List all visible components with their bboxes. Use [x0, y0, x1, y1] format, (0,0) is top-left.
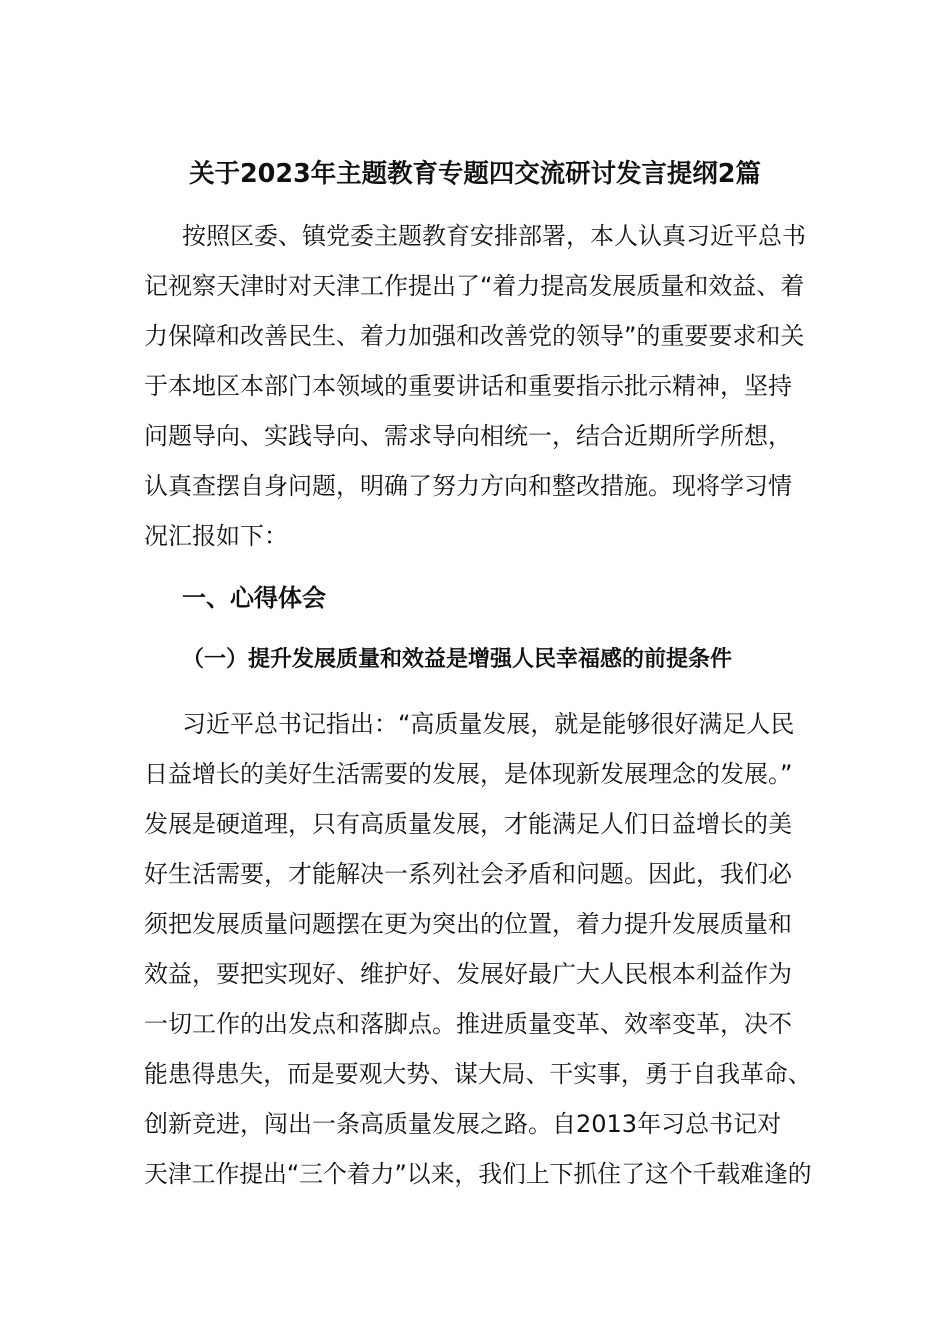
paragraph-line: 习近平总书记指出：“高质量发展，就是能够很好满足人民 [182, 710, 795, 738]
paragraph-line: 效益，要把实现好、维护好、发展好最广大人民根本利益作为 [144, 960, 792, 988]
subsection-heading: （一）提升发展质量和效益是增强人民幸福感的前提条件 [182, 647, 733, 672]
paragraph-line: 记视察天津时对天津工作提出了“着力提高发展质量和效益、着 [144, 272, 805, 300]
paragraph-line: 好生活需要，才能解决一系列社会矛盾和问题。因此，我们必 [144, 860, 792, 888]
paragraph-line: 天津工作提出“三个着力”以来，我们上下抓住了这个千载难逢的 [144, 1160, 812, 1188]
paragraph-line: 须把发展质量问题摆在更为突出的位置，着力提升发展质量和 [144, 910, 792, 938]
paragraph-line: 一切工作的出发点和落脚点。推进质量变革、效率变革，决不 [144, 1010, 792, 1038]
document-title: 关于2023年主题教育专题四交流研讨发言提纲2篇 [189, 159, 761, 189]
paragraph-line: 能患得患失，而是要观大势、谋大局、干实事，勇于自我革命、 [144, 1060, 812, 1088]
paragraph-line: 力保障和改善民生、着力加强和改善党的领导”的重要要求和关 [144, 322, 805, 350]
paragraph-line: 创新竞进，闯出一条高质量发展之路。自2013年习总书记对 [144, 1110, 782, 1138]
paragraph-line: 日益增长的美好生活需要的发展，是体现新发展理念的发展。” [144, 760, 793, 788]
paragraph-line: 于本地区本部门本领域的重要讲话和重要指示批示精神，坚持 [144, 372, 792, 400]
paragraph-line: 认真查摆自身问题，明确了努力方向和整改措施。现将学习情 [144, 472, 792, 500]
paragraph-line: 发展是硬道理，只有高质量发展，才能满足人们日益增长的美 [144, 810, 792, 838]
paragraph-line: 问题导向、实践导向、需求导向相统一，结合近期所学所想， [144, 422, 792, 450]
paragraph-line: 按照区委、镇党委主题教育安排部署，本人认真习近平总书 [182, 222, 806, 250]
paragraph-line: 况汇报如下： [144, 522, 288, 550]
section-heading: 一、心得体会 [182, 584, 326, 612]
